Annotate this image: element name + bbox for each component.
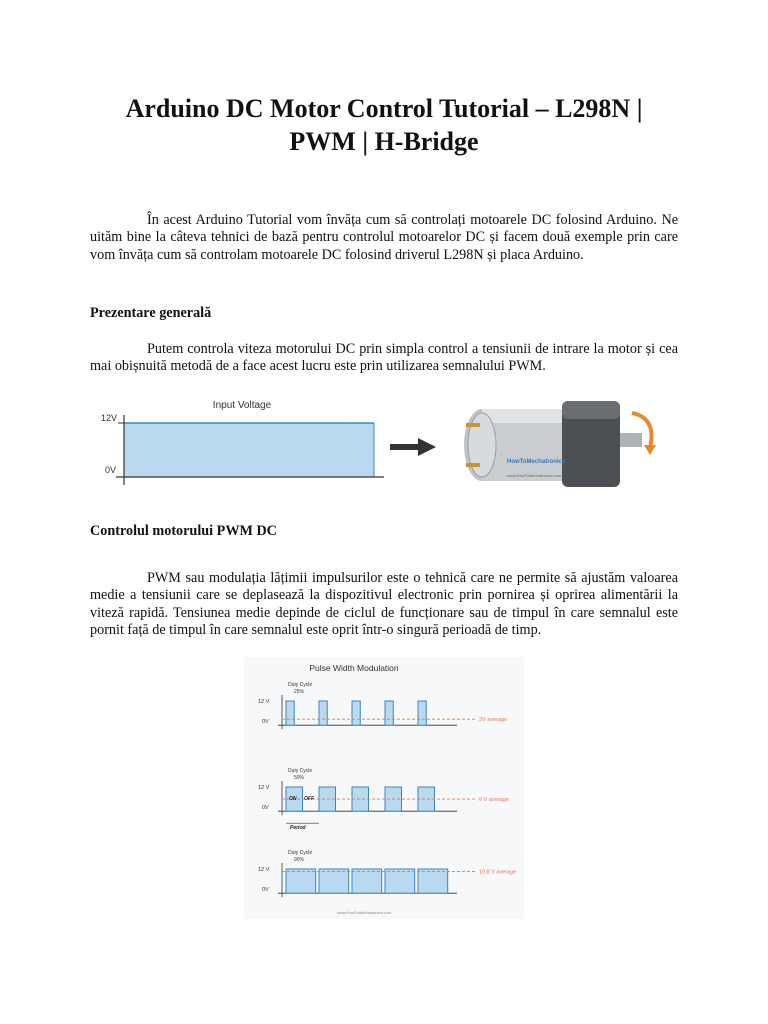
pwm-pulse [286,701,294,725]
y-label-low: 0V [262,887,269,894]
average-label: 3V average [479,717,508,724]
motor-url-text: www.HowToMechatronics.com [507,473,562,478]
average-label: 6 V average [479,797,509,804]
pwm-paragraph: PWM sau modulația lățimii impulsurilor este o tehnică care ne permite să ajustăm valoarea medie a tensiunii care se deplasează la dispozitivul electronic prin pornirea și oprirea alimentării la viteză rapidă. Tensiunea medie depinde de ciclul de funcționare sau de timpul în care semnalul este pornit față de timpul în care semnalul este oprit într-o singură perioadă de timp. [90,570,678,639]
heading-pwm-control: Controlul motorului PWM DC [90,523,277,539]
page-title [80,92,688,158]
pwm-watermark-url: www.HowToMechatronics.com [336,910,392,915]
input-voltage-title: Input Voltage [212,400,272,411]
pwm-pulse [319,869,349,893]
input-voltage-label-12v: 12V [101,413,118,423]
pwm-figure [244,657,524,919]
pwm-pulse [286,869,316,893]
motor-logo-text: HowToMechatronics [507,459,566,465]
duty-cycle-value: 25% [294,689,305,695]
period-label: Period [290,825,306,832]
arrow-icon [390,438,436,456]
off-label: OFF [304,796,314,802]
pwm-pulse [418,701,426,725]
pwm-pulse [352,869,382,893]
y-label-low: 0V [262,805,269,812]
input-voltage-figure [92,393,678,493]
y-label-high: 12 V [258,699,270,705]
title-line-2: PWM | H-Bridge [289,127,479,156]
y-label-high: 12 V [258,867,270,873]
average-label: 10.8 V average [479,869,517,876]
pwm-pulse [352,701,360,725]
pwm-figure-title: Pulse Width Modulation [309,663,399,673]
on-label: ON [289,796,297,802]
pwm-pulse [385,869,415,893]
pwm-pulse [319,701,327,725]
input-voltage-label-0v: 0V [105,465,117,475]
input-voltage-area [124,423,374,477]
overview-paragraph: Putem controla viteza motorului DC prin simpla control a tensiunii de intrare la motor și cea mai obișnuită metodă de a face acest lucru este prin utilizarea semnalului PWM. [90,341,678,375]
y-label-high: 12 V [258,785,270,791]
y-label-low: 0V [262,719,269,726]
duty-cycle-label: Duty Cycle [288,682,313,688]
duty-cycle-label: Duty Cycle [288,850,313,856]
dc-motor-image [464,401,656,487]
duty-cycle-label: Duty Cycle [288,768,313,774]
pwm-pulse [418,869,448,893]
heading-overview: Prezentare generală [90,305,212,321]
duty-cycle-value: 50% [294,775,305,781]
duty-cycle-value: 90% [294,857,305,863]
pwm-pulse [385,701,393,725]
title-line-1: Arduino DC Motor Control Tutorial – L298N | [125,94,643,123]
intro-paragraph: În acest Arduino Tutorial vom învăța cum să controlați motoarele DC folosind Arduino. Ne uităm bine la câteva tehnici de bază pentru controlul motoarelor DC și facem două exemple prin care vom învăța cum să controlam motoarele DC folosind driverul L298N și placa Arduino. [90,212,678,263]
